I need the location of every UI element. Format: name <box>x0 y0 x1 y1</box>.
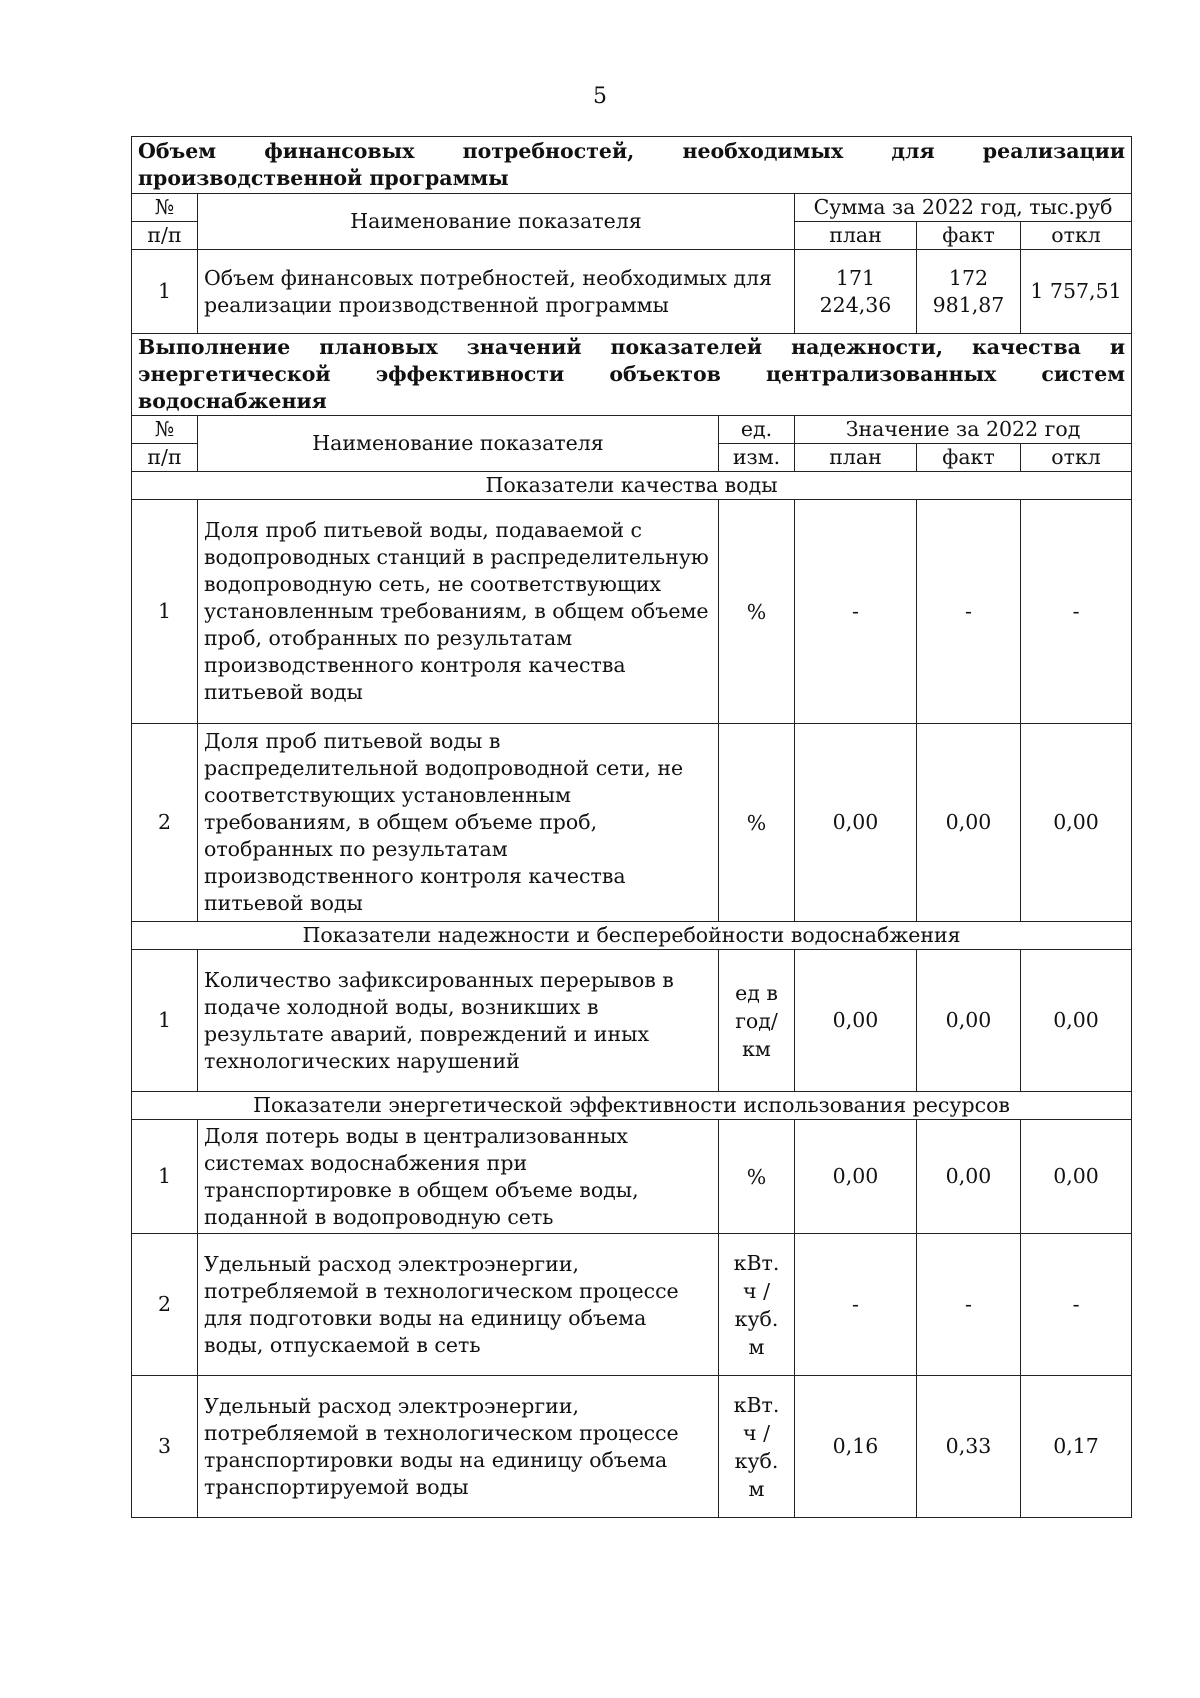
row-dev: 0,00 <box>1021 724 1132 922</box>
table-row <box>132 1120 1132 1234</box>
row-plan: 171 224,36 <box>795 250 917 334</box>
row-unit: кВт. ч / куб. м <box>719 1376 795 1518</box>
row-name: Объем финансовых потребностей, необходимых для реализации производственной программы <box>198 250 795 334</box>
page-number: 5 <box>593 84 607 109</box>
row-name: Удельный расход электроэнергии, потребляемой в технологическом процессе для подготовки воды на единицу объема воды, отпускаемой в сеть <box>198 1234 719 1376</box>
table-row <box>132 500 1132 724</box>
row-fact: 0,33 <box>917 1376 1021 1518</box>
row-dev: - <box>1021 1234 1132 1376</box>
row-plan: 0,00 <box>795 950 917 1092</box>
section2-title: Выполнение плановых значений показателей надежности, качества и энергетической эффективности объектов централизованных систем водоснабжения <box>132 334 1132 416</box>
s2-header-num-a: № <box>132 416 198 444</box>
row-plan: 0,16 <box>795 1376 917 1518</box>
row-num: 1 <box>132 1120 198 1234</box>
row-num: 2 <box>132 1234 198 1376</box>
row-plan: 0,00 <box>795 724 917 922</box>
row-name: Доля проб питьевой воды, подаваемой с водопроводных станций в распределительную водопроводную сеть, не соответствующих установленным требованиям, в общем объеме проб, отобранных по результатам производственного контроля качества питьевой воды <box>198 500 719 724</box>
group-title: Показатели надежности и бесперебойности водоснабжения <box>132 922 1132 950</box>
row-name: Доля проб питьевой воды в распределительной водопроводной сети, не соответствующих установленным требованиям, в общем объеме проб, отобранных по результатам производственного контроля качества питьевой воды <box>198 724 719 922</box>
table-row <box>132 1234 1132 1376</box>
row-plan: - <box>795 500 917 724</box>
row-name: Удельный расход электроэнергии, потребляемой в технологическом процессе транспортировки воды на единицу объема транспортируемой воды <box>198 1376 719 1518</box>
table-row <box>132 250 1132 334</box>
s1-header-sum: Сумма за 2022 год, тыс.руб <box>795 194 1132 222</box>
row-num: 1 <box>132 500 198 724</box>
s2-header-unit-a: ед. <box>719 416 795 444</box>
s1-header-name: Наименование показателя <box>198 194 795 250</box>
row-dev: 1 757,51 <box>1021 250 1132 334</box>
row-dev: - <box>1021 500 1132 724</box>
s2-header-num-b: п/п <box>132 444 198 472</box>
s1-header-plan: план <box>795 222 917 250</box>
row-name: Количество зафиксированных перерывов в подаче холодной воды, возникших в результате аварий, повреждений и иных технологических нарушений <box>198 950 719 1092</box>
s1-header-dev: откл <box>1021 222 1132 250</box>
row-fact: 172 981,87 <box>917 250 1021 334</box>
row-num: 3 <box>132 1376 198 1518</box>
table-row <box>132 724 1132 922</box>
row-num: 1 <box>132 250 198 334</box>
table-row <box>132 950 1132 1092</box>
s2-header-fact: факт <box>917 444 1021 472</box>
row-name: Доля потерь воды в централизованных системах водоснабжения при транспортировке в общем объеме воды, поданной в водопроводную сеть <box>198 1120 719 1234</box>
row-dev: 0,17 <box>1021 1376 1132 1518</box>
table-row <box>132 1376 1132 1518</box>
row-plan: - <box>795 1234 917 1376</box>
s2-header-plan: план <box>795 444 917 472</box>
report-table <box>131 136 1132 1518</box>
s2-header-value: Значение за 2022 год <box>795 416 1132 444</box>
s2-header-dev: откл <box>1021 444 1132 472</box>
row-fact: - <box>917 500 1021 724</box>
s2-header-name: Наименование показателя <box>198 416 719 472</box>
row-fact: 0,00 <box>917 950 1021 1092</box>
s1-header-num-a: № <box>132 194 198 222</box>
row-plan: 0,00 <box>795 1120 917 1234</box>
s2-header-unit-b: изм. <box>719 444 795 472</box>
row-fact: - <box>917 1234 1021 1376</box>
row-unit: % <box>719 1120 795 1234</box>
row-num: 1 <box>132 950 198 1092</box>
row-fact: 0,00 <box>917 1120 1021 1234</box>
row-unit: кВт. ч / куб. м <box>719 1234 795 1376</box>
s1-header-fact: факт <box>917 222 1021 250</box>
row-num: 2 <box>132 724 198 922</box>
group-title: Показатели энергетической эффективности использования ресурсов <box>132 1092 1132 1120</box>
s1-header-num-b: п/п <box>132 222 198 250</box>
section1-title: Объем финансовых потребностей, необходимых для реализации производственной программы <box>132 137 1132 194</box>
row-dev: 0,00 <box>1021 950 1132 1092</box>
row-unit: % <box>719 500 795 724</box>
row-unit: ед в год/ км <box>719 950 795 1092</box>
group-title: Показатели качества воды <box>132 472 1132 500</box>
row-dev: 0,00 <box>1021 1120 1132 1234</box>
row-fact: 0,00 <box>917 724 1021 922</box>
row-unit: % <box>719 724 795 922</box>
